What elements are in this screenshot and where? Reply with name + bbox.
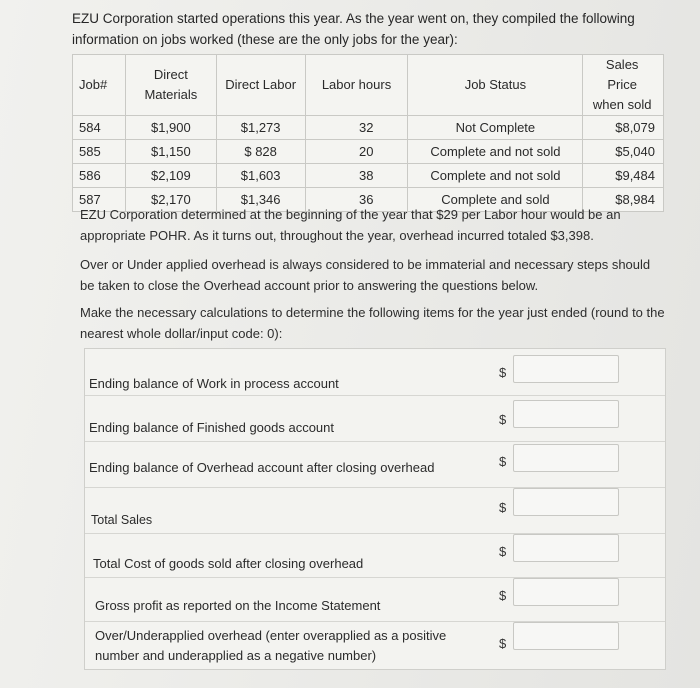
header-direct-labor: Direct Labor [216, 55, 305, 116]
table-header-row [73, 55, 664, 116]
answer-row-over-under-applied [85, 621, 665, 670]
dollar-sign: $ [499, 500, 507, 515]
gross-profit-input[interactable] [513, 578, 619, 606]
over-under-applied-input[interactable] [513, 622, 619, 650]
header-job-status: Job Status [408, 55, 583, 116]
dollar-sign: $ [499, 544, 507, 559]
instructions-paragraph: Make the necessary calculations to determine the following items for the year just ended (round to the nearest whole dollar/input code: 0): [80, 305, 665, 341]
answer-row-cogs [85, 533, 665, 578]
answer-row-finished-goods [85, 395, 665, 442]
cell-job: 586 [73, 164, 126, 188]
finished-goods-balance-input[interactable] [513, 400, 619, 428]
cell-job-status: Not Complete [408, 116, 583, 140]
answer-label: Over/Underapplied overhead (enter overapplied as a positive number and underapplied as a negative number) [95, 628, 447, 663]
overhead-balance-input[interactable] [513, 444, 619, 472]
cell-sales-price: $9,484 [583, 164, 664, 188]
pohr-paragraph: EZU Corporation determined at the beginning of the year that $29 per Labor hour would be an appropriate POHR. As it turns out, throughout the year, overhead incurred totaled $3,398. [80, 207, 621, 243]
cell-job-status: Complete and not sold [408, 140, 583, 164]
cell-direct-labor: $ 828 [216, 140, 305, 164]
answer-label: Ending balance of Finished goods account [89, 420, 335, 435]
cell-direct-labor: $1,346 [216, 188, 305, 212]
cell-labor-hours: 36 [305, 188, 408, 212]
dollar-sign: $ [499, 588, 507, 603]
table-row [73, 140, 664, 164]
answer-label: Gross profit as reported on the Income Statement [95, 598, 381, 613]
cell-job: 587 [73, 188, 126, 212]
header-dm-line2: Materials [144, 87, 198, 102]
cell-direct-materials: $1,150 [125, 140, 216, 164]
wip-balance-input[interactable] [513, 355, 619, 383]
cell-sales-price: $8,984 [583, 188, 664, 212]
total-sales-input[interactable] [513, 488, 619, 516]
cell-direct-materials: $1,900 [125, 116, 216, 140]
cell-sales-price: $5,040 [583, 140, 664, 164]
cogs-input[interactable] [513, 534, 619, 562]
cell-labor-hours: 38 [305, 164, 408, 188]
answer-label: Ending balance of Work in process account [89, 376, 339, 391]
cell-labor-hours: 20 [305, 140, 408, 164]
cell-job-status: Complete and not sold [408, 164, 583, 188]
jobs-table [72, 54, 664, 212]
header-job: Job# [73, 55, 126, 116]
table-row [73, 164, 664, 188]
cell-labor-hours: 32 [305, 116, 408, 140]
cell-job: 584 [73, 116, 126, 140]
answer-table [84, 348, 666, 670]
header-labor-hours: Labor hours [305, 55, 408, 116]
cell-direct-labor: $1,273 [216, 116, 305, 140]
cell-job: 585 [73, 140, 126, 164]
answer-label: Ending balance of Overhead account after closing overhead [89, 460, 435, 475]
answer-label: Total Sales [91, 513, 153, 527]
answer-label: Total Cost of goods sold after closing overhead [93, 556, 364, 571]
header-sp-line1: Sales Price [605, 57, 639, 92]
cell-direct-materials: $2,170 [125, 188, 216, 212]
header-dm-line1: Direct [153, 67, 188, 82]
cell-sales-price: $8,079 [583, 116, 664, 140]
dollar-sign: $ [499, 454, 507, 469]
header-sp-line2: when sold [592, 97, 652, 112]
answer-row-wip [85, 349, 665, 395]
table-row [73, 116, 664, 140]
cell-job-status: Complete and sold [408, 188, 583, 212]
answer-row-total-sales [85, 487, 665, 534]
cell-direct-materials: $2,109 [125, 164, 216, 188]
header-direct-materials [125, 55, 216, 116]
cell-direct-labor: $1,603 [216, 164, 305, 188]
dollar-sign: $ [499, 636, 507, 651]
dollar-sign: $ [499, 365, 507, 380]
dollar-sign: $ [499, 412, 507, 427]
intro-text: EZU Corporation started operations this year. As the year went on, they compiled the following information on jobs worked (these are the only jobs for the year): [72, 11, 635, 47]
immaterial-paragraph: Over or Under applied overhead is always considered to be immaterial and necessary steps should be taken to close the Overhead account prior to answering the questions below. [80, 257, 651, 293]
answer-row-gross-profit [85, 577, 665, 622]
header-sales-price [583, 55, 664, 116]
answer-row-overhead [85, 441, 665, 488]
